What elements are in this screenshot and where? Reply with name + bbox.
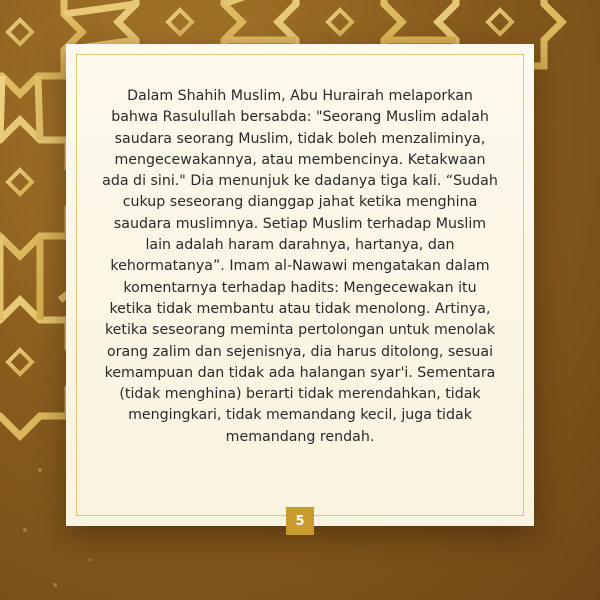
page-number-badge: 5 [286,507,314,535]
hadith-text: Dalam Shahih Muslim, Abu Hurairah melaporkan bahwa Rasulullah bersabda: "Seorang Muslim adalah saudara seorang Muslim, tidak boleh menzaliminya, mengecewakannya, atau membencinya. Ketakwaan ada di sini." Dia menunjuk ke dadanya tiga kali. “Sudah cukup seseorang dianggap jahat ketika menghina saudara muslimnya. Setiap Muslim terhadap Muslim lain adalah haram darahnya, hartanya, dan kehormatanya”. Imam al-Nawawi mengatakan dalam komentarnya terhadap hadits: Mengecewakan itu ketika tidak membantu atau tidak menolong. Artinya, ketika seseorang meminta pertolongan untuk menolak orang zalim dan sejenisnya, dia harus ditolong, sesuai kemampuan dan tidak ada halangan syar'i. Sementara (tidak menghina) berarti tidak merendahkan, tidak mengingkari, tidak memandang kecil, juga tidak memandang rendah. [102,88,498,445]
